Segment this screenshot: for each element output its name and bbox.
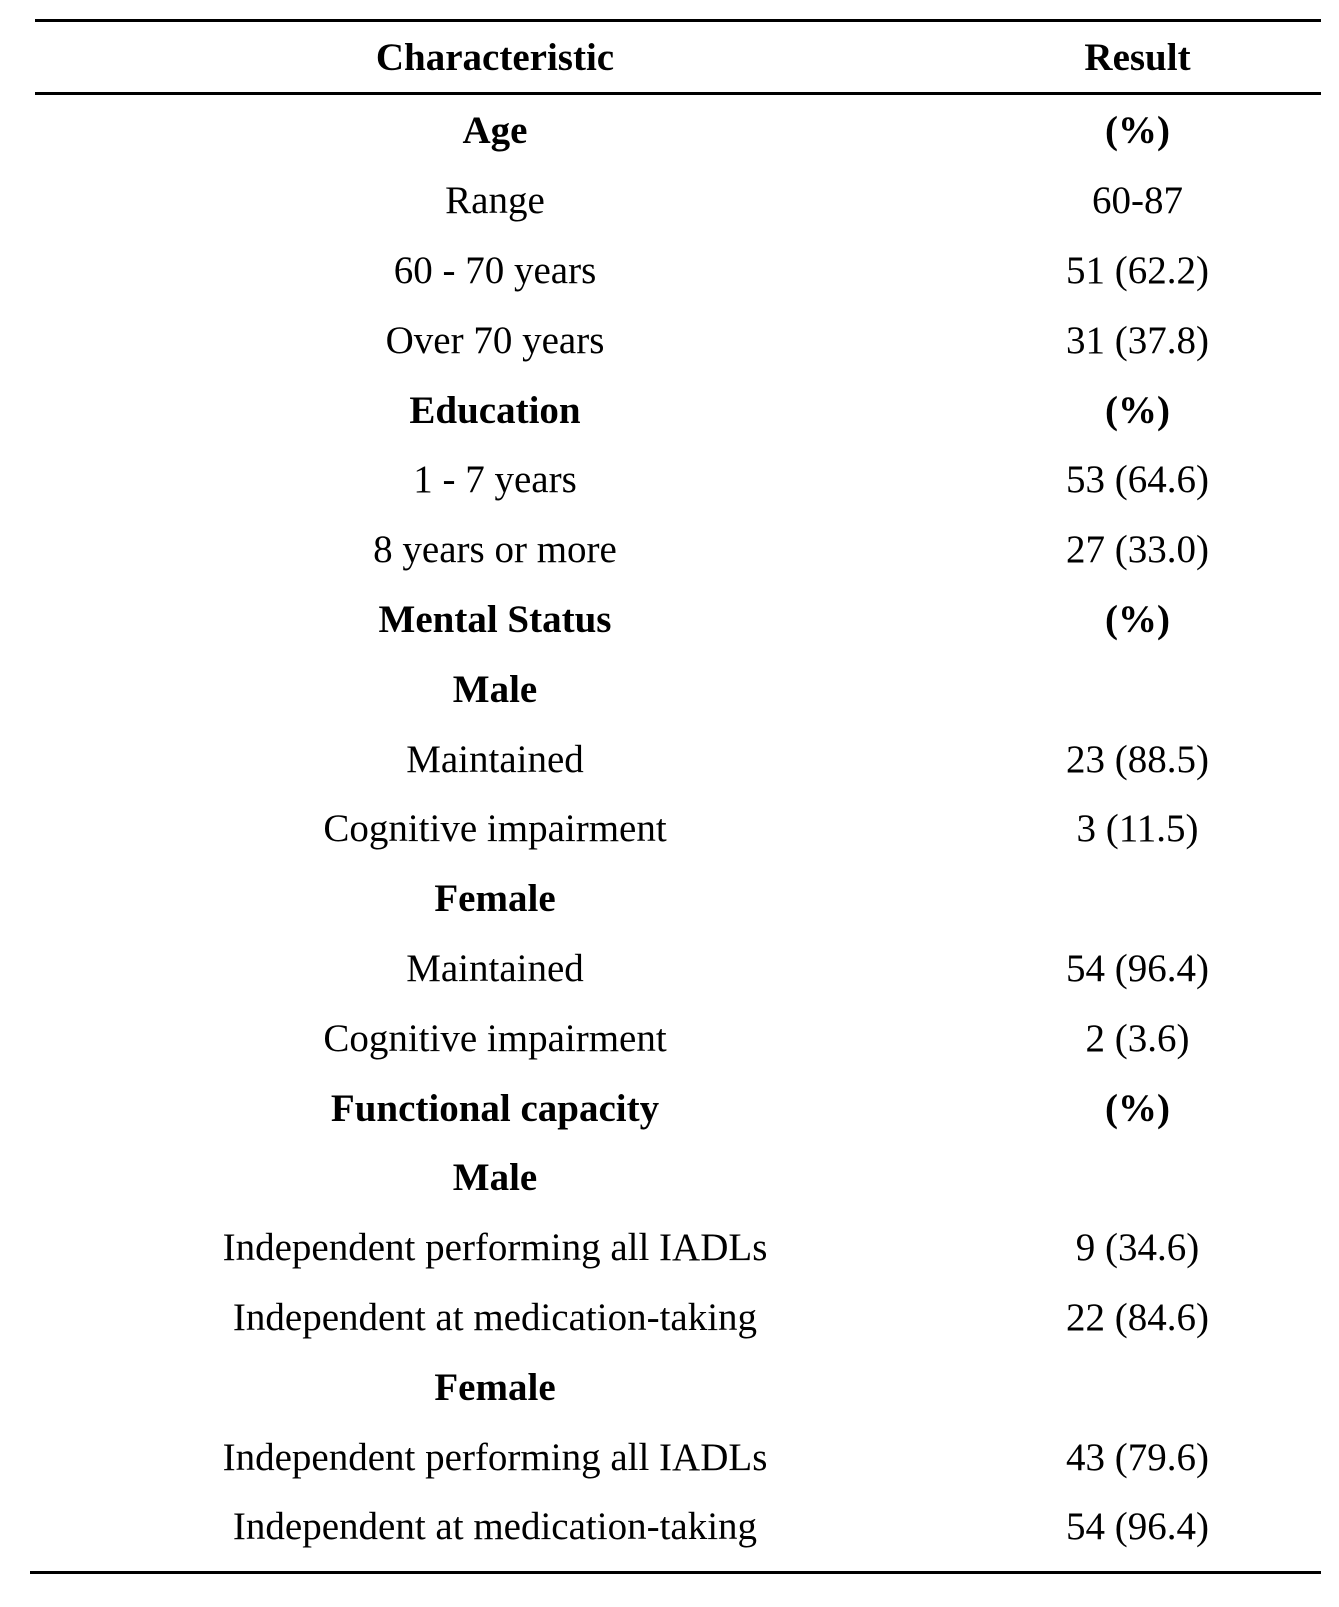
table-row (0, 934, 1339, 1004)
characteristic-cell: Independent at medication-taking (232, 1505, 758, 1549)
characteristic-cell: Male (452, 667, 538, 711)
result-cell: 23 (88.5) (1066, 737, 1209, 781)
result-cell: 31 (37.8) (1066, 318, 1209, 362)
column-header-characteristic: Characteristic (375, 35, 615, 79)
result-cell: 3 (11.5) (1076, 807, 1199, 851)
result-cell: 54 (96.4) (1066, 1505, 1209, 1549)
characteristic-cell: 8 years or more (373, 528, 617, 572)
characteristic-cell: 60 - 70 years (393, 248, 597, 292)
table-row (0, 305, 1339, 375)
table-body (0, 96, 1339, 1562)
characteristic-cell: Range (445, 179, 545, 223)
result-cell: 51 (62.2) (1066, 248, 1209, 292)
characteristics-table (0, 22, 1339, 92)
table-header-row (0, 22, 1339, 92)
characteristic-cell: Mental Status (378, 597, 612, 641)
characteristic-cell: Independent performing all IADLs (222, 1435, 768, 1479)
table-row (0, 515, 1339, 585)
characteristic-cell: Maintained (406, 737, 584, 781)
result-cell: 53 (64.6) (1066, 458, 1209, 502)
characteristic-cell: Male (452, 1156, 538, 1200)
characteristic-cell: Age (462, 109, 528, 153)
table-row (0, 96, 1339, 166)
characteristic-cell: Cognitive impairment (323, 807, 667, 851)
table-row (0, 585, 1339, 655)
table-row (0, 166, 1339, 236)
characteristic-cell: Maintained (406, 946, 584, 990)
table-row (0, 654, 1339, 724)
result-cell: (%) (1105, 1086, 1170, 1130)
table-row (0, 1352, 1339, 1422)
result-cell: 2 (3.6) (1085, 1016, 1190, 1060)
characteristic-cell: Education (409, 388, 581, 432)
column-header-result: Result (1084, 35, 1191, 79)
characteristic-cell: Independent performing all IADLs (222, 1226, 768, 1270)
result-cell: 22 (84.6) (1066, 1295, 1209, 1339)
characteristic-cell: Female (434, 1365, 556, 1409)
table-row (0, 794, 1339, 864)
result-cell: (%) (1105, 388, 1170, 432)
result-cell: 9 (34.6) (1075, 1226, 1200, 1270)
table-row (0, 1213, 1339, 1283)
characteristic-cell: Over 70 years (385, 318, 605, 362)
table-header-rule (35, 92, 1321, 95)
table-row (0, 445, 1339, 515)
table-row (0, 375, 1339, 445)
result-cell: 54 (96.4) (1066, 946, 1209, 990)
characteristic-cell: Cognitive impairment (323, 1016, 667, 1060)
result-cell: (%) (1105, 597, 1170, 641)
characteristic-cell: Female (434, 877, 556, 921)
table-row (0, 1283, 1339, 1353)
table-row (0, 1073, 1339, 1143)
characteristic-cell: Functional capacity (330, 1086, 660, 1130)
table-row (0, 1492, 1339, 1562)
result-cell: (%) (1105, 109, 1170, 153)
result-cell: 27 (33.0) (1066, 528, 1209, 572)
table-row (0, 1143, 1339, 1213)
characteristic-cell: 1 - 7 years (413, 458, 577, 502)
characteristic-cell: Independent at medication-taking (232, 1295, 758, 1339)
table-bottom-rule (30, 1571, 1321, 1574)
table-row (0, 864, 1339, 934)
result-cell: 60-87 (1092, 179, 1183, 223)
table-row (0, 236, 1339, 306)
table-row (0, 724, 1339, 794)
result-cell: 43 (79.6) (1066, 1435, 1209, 1479)
table-row (0, 1003, 1339, 1073)
table-row (0, 1422, 1339, 1492)
